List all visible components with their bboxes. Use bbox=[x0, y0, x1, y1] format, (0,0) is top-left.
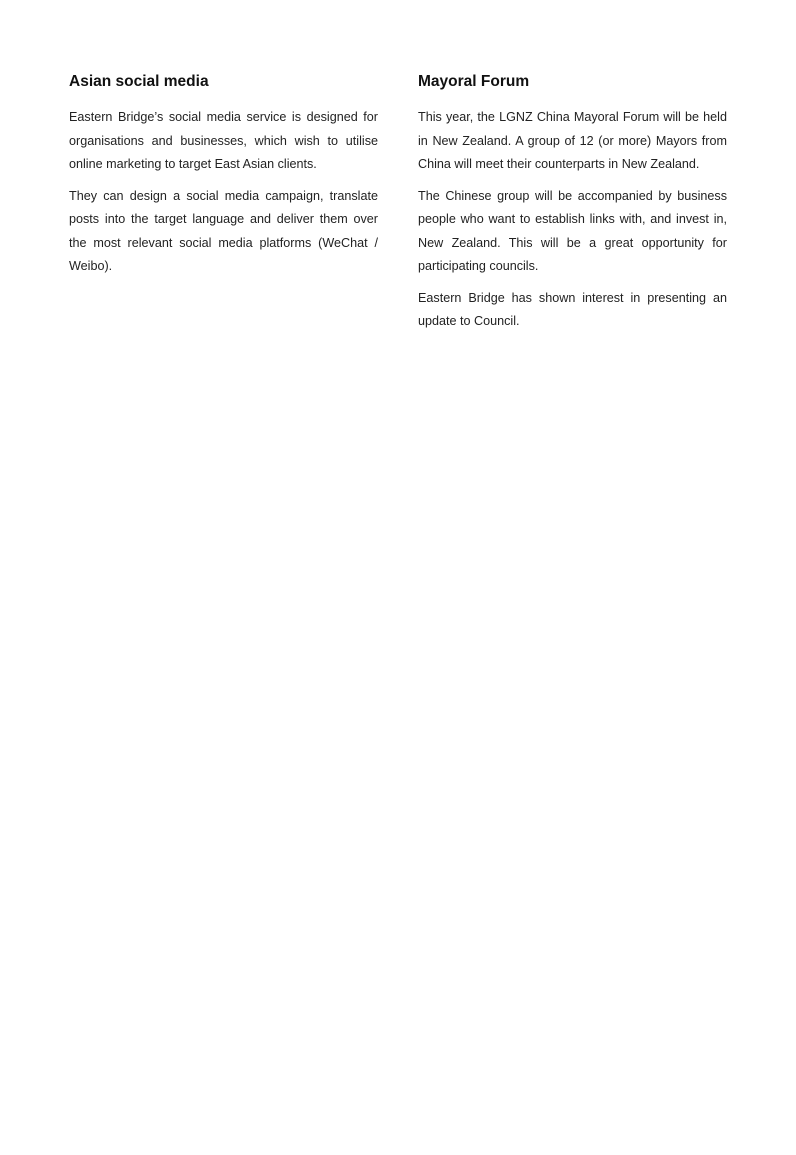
asian-social-media-section bbox=[69, 70, 378, 287]
mayoral-forum-section bbox=[418, 70, 727, 342]
paragraph: Eastern Bridge’s social media service is designed for organisations and businesses, which wish to utilise online marketing to target East Asian clients. bbox=[69, 110, 378, 171]
section-heading-asian-social-media: Asian social media bbox=[69, 73, 209, 90]
section-heading-mayoral-forum: Mayoral Forum bbox=[418, 73, 530, 90]
paragraph: The Chinese group will be accompanied by business people who want to establish links with, and invest in, New Zealand. This will be a great opportunity for participating councils. bbox=[418, 188, 727, 273]
paragraph: This year, the LGNZ China Mayoral Forum will be held in New Zealand. A group of 12 (or more) Mayors from China will meet their counterparts in New Zealand. bbox=[418, 110, 727, 171]
paragraph: Eastern Bridge has shown interest in presenting an update to Council. bbox=[418, 290, 727, 328]
paragraph: They can design a social media campaign, translate posts into the target language and deliver them over the most relevant social media platforms (WeChat / Weibo). bbox=[69, 188, 378, 273]
